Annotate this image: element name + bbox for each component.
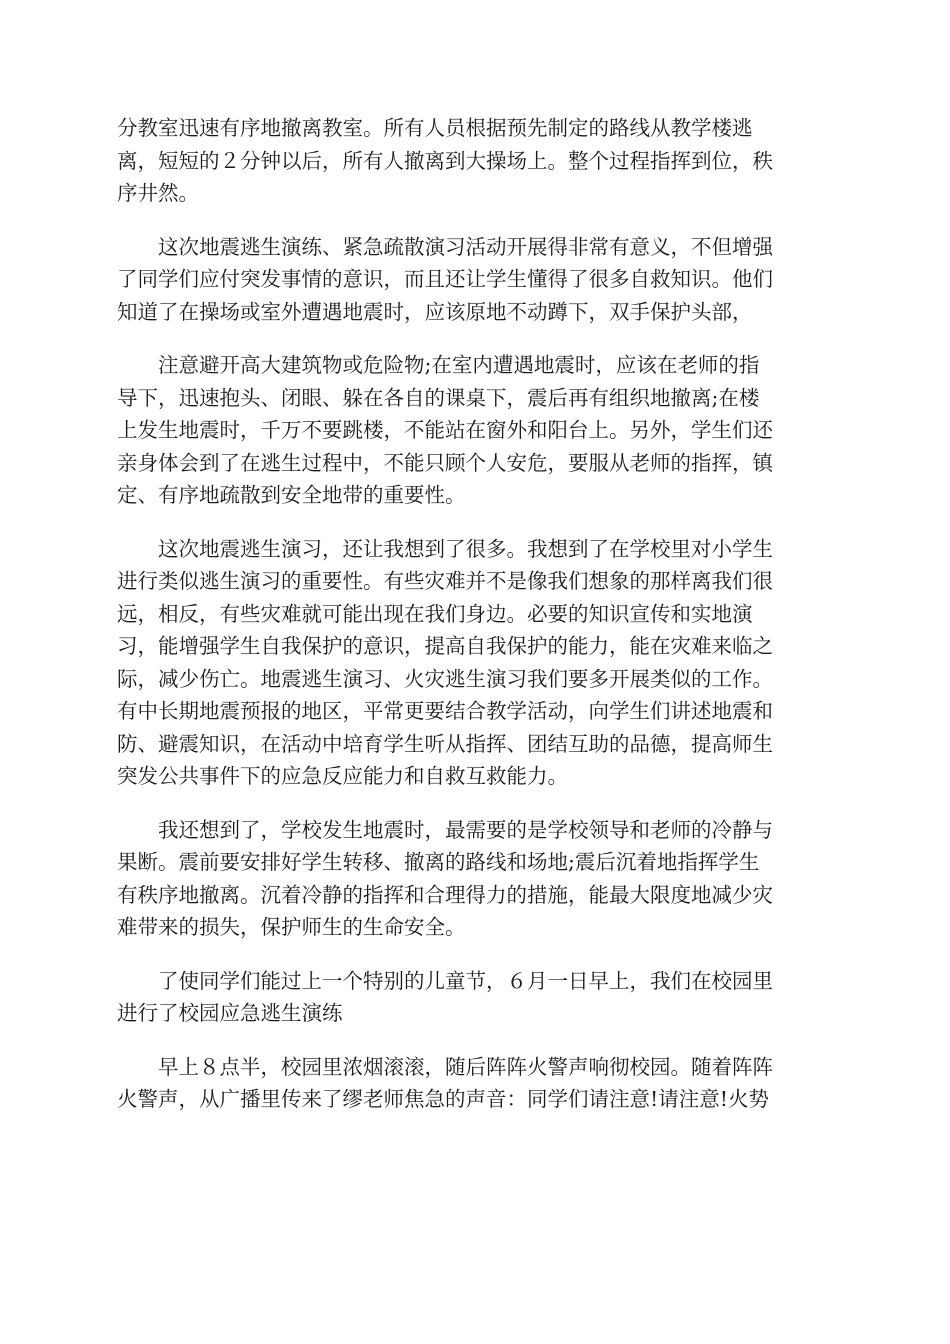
text-line: 进行类似逃生演习的重要性。有些灾难并不是像我们想象的那样离我们很 xyxy=(117,569,773,593)
text-line: 这次地震逃生演练、紧急疏散演习活动开展得非常有意义，不但增强 xyxy=(117,234,773,259)
paragraph-2 xyxy=(117,231,833,329)
text-line: 远，相反，有些灾难就可能出现在我们身边。必要的知识宣传和实地演 xyxy=(117,601,753,626)
text-line: 火警声，从广播里传来了缪老师焦急的声音：同学们请注意!请注意!火势 xyxy=(117,1087,769,1111)
text-line: 知道了在操场或室外遭遇地震时，应该原地不动蹲下，双手保护头部， xyxy=(117,299,753,324)
text-line: 了使同学们能过上一个特别的儿童节，６月一日早上，我们在校园里 xyxy=(117,968,773,993)
text-line: 上发生地震时，千万不要跳楼，不能站在窗外和阳台上。另外，学生们还 xyxy=(117,418,773,442)
text-line: 进行了校园应急逃生演练 xyxy=(117,1001,343,1025)
text-line: 这次地震逃生演习，还让我想到了很多。我想到了在学校里对小学生 xyxy=(117,536,773,561)
text-line: 难带来的损失，保护师生的生命安全。 xyxy=(117,915,466,939)
text-line: 序井然。 xyxy=(117,181,199,205)
text-line: 定、有序地疏散到安全地带的重要性。 xyxy=(117,483,466,507)
document-body xyxy=(117,112,833,1137)
paragraph-4 xyxy=(117,533,833,793)
text-line: 际，减少伤亡。地震逃生演习、火灾逃生演习我们要多开展类似的工作。 xyxy=(117,666,773,691)
text-line: 分教室迅速有序地撤离教室。所有人员根据预先制定的路线从教学楼逃 xyxy=(117,116,753,140)
paragraph-5 xyxy=(117,814,833,944)
text-line: 亲身体会到了在逃生过程中，不能只顾个人安危，要服从老师的指挥，镇 xyxy=(117,450,773,475)
text-line: 突发公共事件下的应急反应能力和自救互救能力。 xyxy=(117,764,568,788)
text-line: 防、避震知识，在活动中培育学生听从指挥、团结互助的品德，提高师生 xyxy=(117,731,773,756)
text-line: 果断。震前要安排好学生转移、撤离的路线和场地;震后沉着地指挥学生 xyxy=(117,850,760,874)
text-line: 注意避开高大建筑物或危险物;在室内遭遇地震时，应该在老师的指 xyxy=(117,353,760,377)
text-line: 了同学们应付突发事情的意识，而且还让学生懂得了很多自救知识。他们 xyxy=(117,267,773,291)
paragraph-1 xyxy=(117,112,833,210)
text-line: 离，短短的２分钟以后，所有人撤离到大操场上。整个过程指挥到位，秩 xyxy=(117,148,773,173)
paragraph-6 xyxy=(117,965,833,1030)
paragraph-7 xyxy=(117,1051,833,1116)
text-line: 有中长期地震预报的地区，平常更要结合教学活动，向学生们讲述地震和 xyxy=(117,699,773,723)
text-line: 早上８点半，校园里浓烟滚滚，随后阵阵火警声响彻校园。随着阵阵 xyxy=(117,1054,773,1079)
text-line: 我还想到了，学校发生地震时，最需要的是学校领导和老师的冷静与 xyxy=(117,817,773,842)
text-line: 有秩序地撤离。沉着冷静的指挥和合理得力的措施，能最大限度地减少灾 xyxy=(117,882,773,907)
paragraph-3 xyxy=(117,349,833,512)
text-line: 导下，迅速抱头、闭眼、躲在各自的课桌下，震后再有组织地撤离;在楼 xyxy=(117,385,760,410)
text-line: 习，能增强学生自我保护的意识，提高自我保护的能力，能在灾难来临之 xyxy=(117,634,773,658)
